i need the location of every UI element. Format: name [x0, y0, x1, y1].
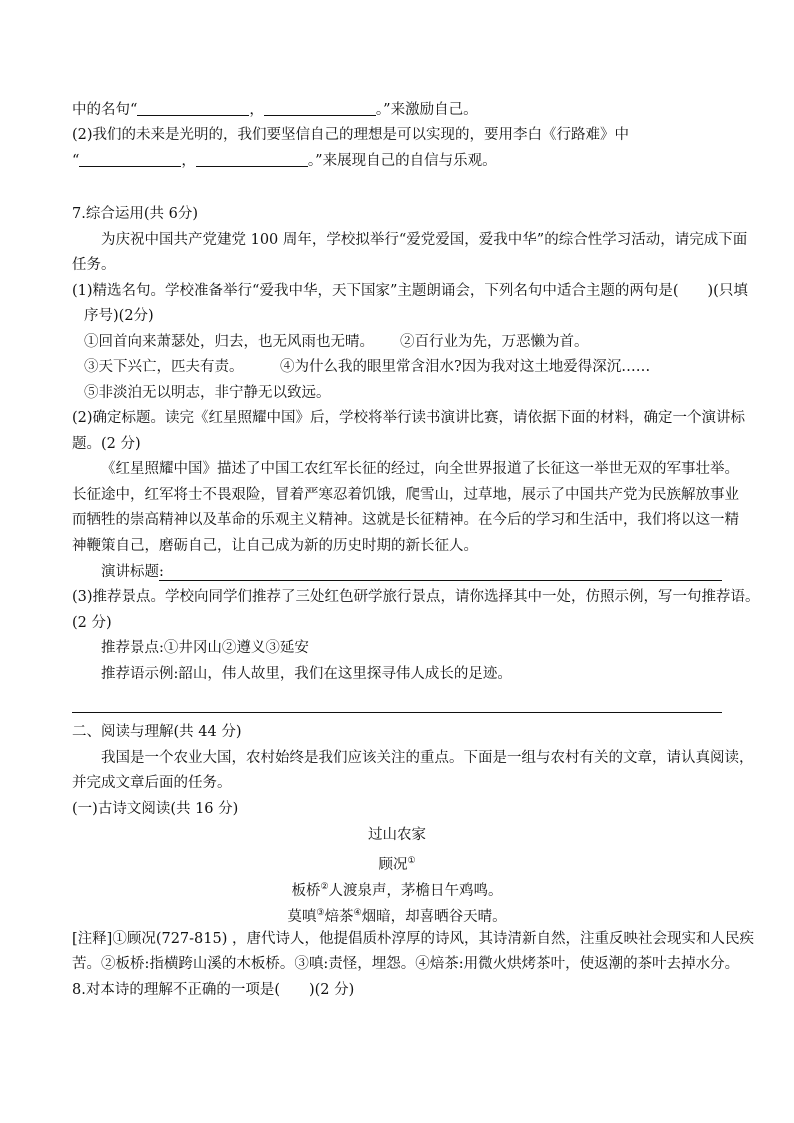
speech-title-answer-line[interactable]	[159, 579, 722, 581]
answer-blank[interactable]	[196, 152, 308, 167]
poem-line	[72, 903, 722, 927]
poem-author	[72, 851, 722, 875]
question-text: (1)精选名句。学校准备举行“爱我中华，天下国家”主题朗诵会，下列名句中适合主题的两句是( )(只填	[72, 283, 748, 299]
answer-blank[interactable]	[264, 101, 376, 116]
subsection-title: (一)古诗文阅读(共 16 分)	[72, 801, 239, 817]
option: ④为什么我的眼里常含泪水?因为我对这土地爱得深沉……	[280, 359, 651, 375]
notes-text: [注释]①顾况(727-815) ，唐代诗人，他提倡质朴淳厚的诗风，其诗清新自然，注重反映社会现实和人民疾	[72, 931, 754, 947]
material-text: 神鞭策自己，磨砺自己，让自己成为新的历史时期的新长征人。	[72, 538, 478, 554]
text: 人渡泉声，茅檐日午鸡鸣。	[328, 883, 503, 899]
poem-title: 过山农家	[368, 827, 426, 843]
answer-blank[interactable]	[137, 101, 249, 116]
text: ，	[249, 102, 264, 118]
note-mark: ④	[353, 908, 362, 918]
text: ，	[181, 153, 196, 169]
option: ②百行业为先，万恶懒为首。	[400, 334, 589, 350]
option: ③天下兴亡，匹夫有责。	[84, 359, 244, 375]
poem-line	[72, 877, 722, 901]
answer-line[interactable]	[72, 712, 722, 713]
option: ⑤非淡泊无以明志，非宁静无以致远。	[84, 385, 331, 401]
question-text: 序号)(2分)	[84, 308, 154, 324]
example-text: 推荐语示例:韶山，伟人故里，我们在这里探寻伟人成长的足迹。	[101, 666, 512, 682]
question-title: 7.综合运用(共 6分)	[72, 206, 198, 222]
option: ①回首向来萧瑟处，归去，也无风雨也无晴。	[84, 334, 374, 350]
text: 莫嗔	[287, 909, 317, 925]
text: 焙茶	[324, 909, 354, 925]
question-text: 题。(2 分)	[72, 436, 141, 452]
question-text: (3)推荐景点。学校向同学们推荐了三处红色研学旅行景点，请你选择其中一处，仿照示例，写一句推荐语。	[72, 589, 760, 605]
paragraph: 并完成文章后面的任务。	[72, 775, 232, 791]
text: 。”来激励自己。	[375, 102, 478, 118]
text: 。”来展现自己的自信与乐观。	[307, 153, 497, 169]
material-text: 《红星照耀中国》描述了中国工农红军长征的经过，向全世界报道了长征这一举世无双的军事壮举。	[101, 461, 739, 477]
section-title: 二、阅读与理解(共 44 分)	[72, 724, 242, 740]
material-text: 长征途中，红军将士不畏艰险，冒着严寒忍着饥饿，爬雪山，过草地，展示了中国共产党为民族解放事业	[72, 487, 739, 503]
note-mark: ②	[320, 882, 329, 892]
speech-title-label: 演讲标题:	[101, 564, 164, 580]
question-text: (2)我们的未来是光明的，我们要坚信自己的理想是可以实现的，要用李白《行路难》中	[72, 127, 630, 143]
note-mark: ③	[316, 908, 325, 918]
fill-blank-line-2	[72, 151, 497, 171]
material-text: 而牺牲的崇高精神以及革命的乐观主义精神。这就是长征精神。在今后的学习和生活中，我们将以这一精	[72, 512, 739, 528]
text: “	[72, 153, 80, 169]
paragraph: 任务。	[72, 257, 116, 273]
question-text: (2 分)	[72, 615, 112, 631]
question-text: (2)确定标题。读完《红星照耀中国》后，学校将举行读书演讲比赛，请依据下面的材料，确定一个演讲标	[72, 410, 746, 426]
answer-blank[interactable]	[79, 152, 181, 167]
paragraph: 我国是一个农业大国，农村始终是我们应该关注的重点。下面是一组与农村有关的文章，请认真阅读，	[101, 750, 754, 766]
option-row	[72, 357, 650, 377]
note-mark: ①	[407, 856, 416, 866]
spots-text: 推荐景点:①井冈山②遵义③延安	[101, 640, 309, 656]
text: 烟暗，却喜晒谷天晴。	[361, 909, 507, 925]
text: 板桥	[291, 883, 321, 899]
author-name: 顾况	[378, 857, 408, 873]
question-text: 8.对本诗的理解不正确的一项是( )(2 分)	[72, 982, 355, 998]
notes-text: 苦。②板桥:指横跨山溪的木板桥。③嗔:责怪，埋怨。④焙茶:用微火烘烤茶叶，使返潮的茶叶去掉水分。	[72, 956, 740, 972]
option-row	[72, 332, 589, 352]
text: 中的名句“	[72, 102, 138, 118]
fill-blank-line-1	[72, 100, 478, 120]
paragraph: 为庆祝中国共产党建党 100 周年，学校拟举行“爱党爱国，爱我中华”的综合性学习活动，请完成下面	[101, 232, 748, 248]
